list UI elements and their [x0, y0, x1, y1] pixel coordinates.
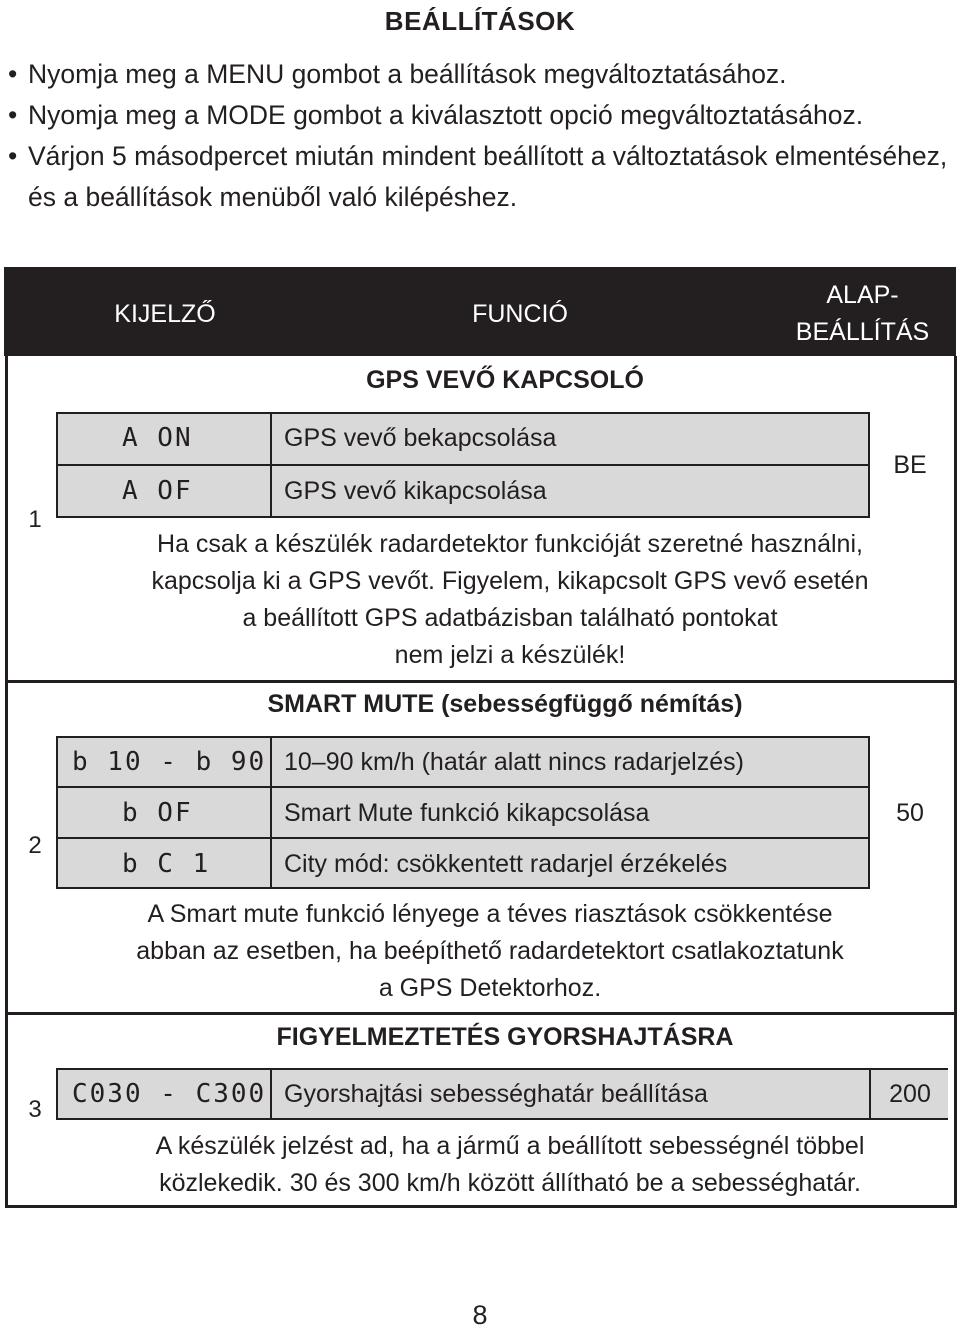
- header-display: KIJELZŐ: [114, 300, 216, 328]
- default-value: BE: [893, 451, 927, 479]
- option-divider: [56, 786, 870, 788]
- page-number: 8: [472, 1300, 488, 1330]
- header-function: FUNCIÓ: [472, 300, 568, 328]
- instruction-item: • Nyomja meg a MODE gombot a kiválasztott opció megváltoztatásához.: [6, 95, 956, 136]
- note-text: Ha csak a készülék radardetektor funkcióját szeretné használni, kapcsolja ki a GPS vevőt. Figyelem, kikapcsolt GPS vevő esetén a beállított GPS adatbázisban található pontokat nem jelzi a készülék!: [151, 530, 869, 669]
- lcd-display-value: A OF: [122, 476, 193, 506]
- lcd-display-value: b C 1: [122, 849, 211, 879]
- section-title: GPS VEVŐ KAPCSOLÓ: [366, 366, 644, 394]
- instruction-list: [6, 54, 956, 218]
- lcd-display-value: A ON: [122, 423, 193, 453]
- default-value: 200: [889, 1080, 931, 1108]
- column-divider: [270, 1068, 272, 1120]
- option-function: Gyorshajtási sebességhatár beállítása: [284, 1080, 708, 1108]
- note-text: A készülék jelzést ad, ha a jármű a beállított sebességnél többel közlekedik. 30 és 300 km/h között állítható be a sebességhatár.: [155, 1132, 865, 1197]
- row-number: 3: [28, 1096, 42, 1123]
- table-bottom-border: [5, 1205, 957, 1208]
- header-default: ALAP- BEÁLLÍTÁS: [795, 281, 930, 346]
- row-divider: [5, 1012, 957, 1015]
- note-text: A Smart mute funkció lényege a téves riasztások csökkentése abban az esetben, ha beépíthető radardetektort csatlakoztatunk a GPS Detektorhoz.: [136, 900, 844, 1002]
- lcd-display-value: C030 - C300: [72, 1079, 267, 1109]
- option-function: City mód: csökkentett radarjel érzékelés: [284, 850, 728, 878]
- row-number: 1: [28, 506, 42, 533]
- option-function: Smart Mute funkció kikapcsolása: [284, 799, 650, 827]
- option-function: GPS vevő kikapcsolása: [284, 477, 547, 505]
- lcd-display-value: b 10 - b 90: [72, 747, 267, 777]
- instruction-item: • Nyomja meg a MENU gombot a beállítások megváltoztatásához.: [6, 54, 956, 95]
- option-divider: [56, 837, 870, 839]
- row-divider: [5, 680, 957, 683]
- option-function: GPS vevő bekapcsolása: [284, 424, 557, 452]
- section-title: SMART MUTE (sebességfüggő némítás): [267, 690, 743, 718]
- column-divider: [270, 736, 272, 889]
- default-value: 50: [896, 799, 924, 827]
- instruction-item: • Várjon 5 másodpercet miután mindent beállított a változtatások elmentéséhez, és a beállítások menüből való kilépéshez.: [6, 136, 956, 218]
- lcd-display-value: b OF: [122, 798, 193, 828]
- row-number: 2: [28, 832, 42, 859]
- option-divider: [56, 464, 870, 466]
- option-function: 10–90 km/h (határ alatt nincs radarjelzés): [284, 748, 744, 776]
- section-title: FIGYELMEZTETÉS GYORSHAJTÁSRA: [276, 1023, 734, 1051]
- page-title: BEÁLLÍTÁSOK: [384, 6, 576, 36]
